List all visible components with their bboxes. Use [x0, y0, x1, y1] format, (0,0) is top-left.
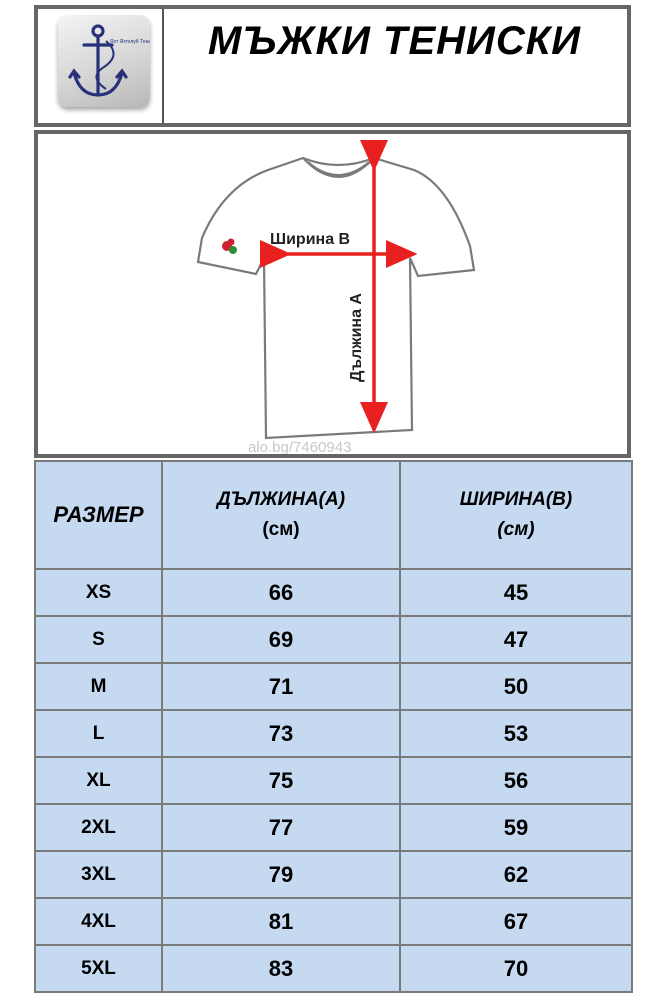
length-cell: 81 [162, 898, 400, 945]
anchor-icon [58, 15, 150, 107]
width-cell: 53 [400, 710, 632, 757]
tshirt-diagram [38, 134, 627, 454]
size-cell: L [35, 710, 162, 757]
length-cell: 79 [162, 851, 400, 898]
header-width-unit: (см) [497, 519, 535, 540]
page-title: МЪЖКИ ТЕНИСКИ [208, 19, 582, 63]
logo-text: Яхт Яхтклуб Тенис [110, 39, 150, 45]
width-cell: 45 [400, 569, 632, 616]
table-row [35, 945, 632, 992]
width-cell: 70 [400, 945, 632, 992]
length-cell: 69 [162, 616, 400, 663]
length-cell: 73 [162, 710, 400, 757]
size-cell: XS [35, 569, 162, 616]
table-header-row [35, 461, 632, 569]
length-cell: 77 [162, 804, 400, 851]
table-row [35, 710, 632, 757]
size-cell: 2XL [35, 804, 162, 851]
table-row [35, 616, 632, 663]
width-cell: 47 [400, 616, 632, 663]
size-cell: 5XL [35, 945, 162, 992]
size-cell: M [35, 663, 162, 710]
length-cell: 66 [162, 569, 400, 616]
width-cell: 59 [400, 804, 632, 851]
table-row [35, 851, 632, 898]
size-cell: 3XL [35, 851, 162, 898]
table-row [35, 663, 632, 710]
width-label: Ширина В [270, 231, 351, 248]
size-cell: 4XL [35, 898, 162, 945]
size-cell: S [35, 616, 162, 663]
length-cell: 83 [162, 945, 400, 992]
length-label: Дължина А [348, 293, 365, 382]
tshirt-diagram-panel [34, 130, 631, 458]
width-cell: 56 [400, 757, 632, 804]
header-length-label: ДЪЛЖИНА(А) [216, 489, 346, 510]
size-cell: XL [35, 757, 162, 804]
table-row [35, 804, 632, 851]
length-cell: 75 [162, 757, 400, 804]
width-cell: 50 [400, 663, 632, 710]
size-table [34, 460, 633, 993]
table-row [35, 757, 632, 804]
watermark: alo.bg/7460943 [248, 439, 352, 454]
anchor-logo [58, 15, 150, 107]
length-cell: 71 [162, 663, 400, 710]
tshirt-outline [198, 158, 474, 438]
header-width [400, 461, 632, 569]
width-cell: 67 [400, 898, 632, 945]
width-cell: 62 [400, 851, 632, 898]
header-width-label: ШИРИНА(В) [459, 489, 573, 510]
table-row [35, 569, 632, 616]
header-divider [162, 9, 164, 123]
header [34, 5, 631, 127]
header-length-unit: (см) [262, 519, 300, 540]
header-size: РАЗМЕР [35, 461, 162, 569]
header-length [162, 461, 400, 569]
table-row [35, 898, 632, 945]
